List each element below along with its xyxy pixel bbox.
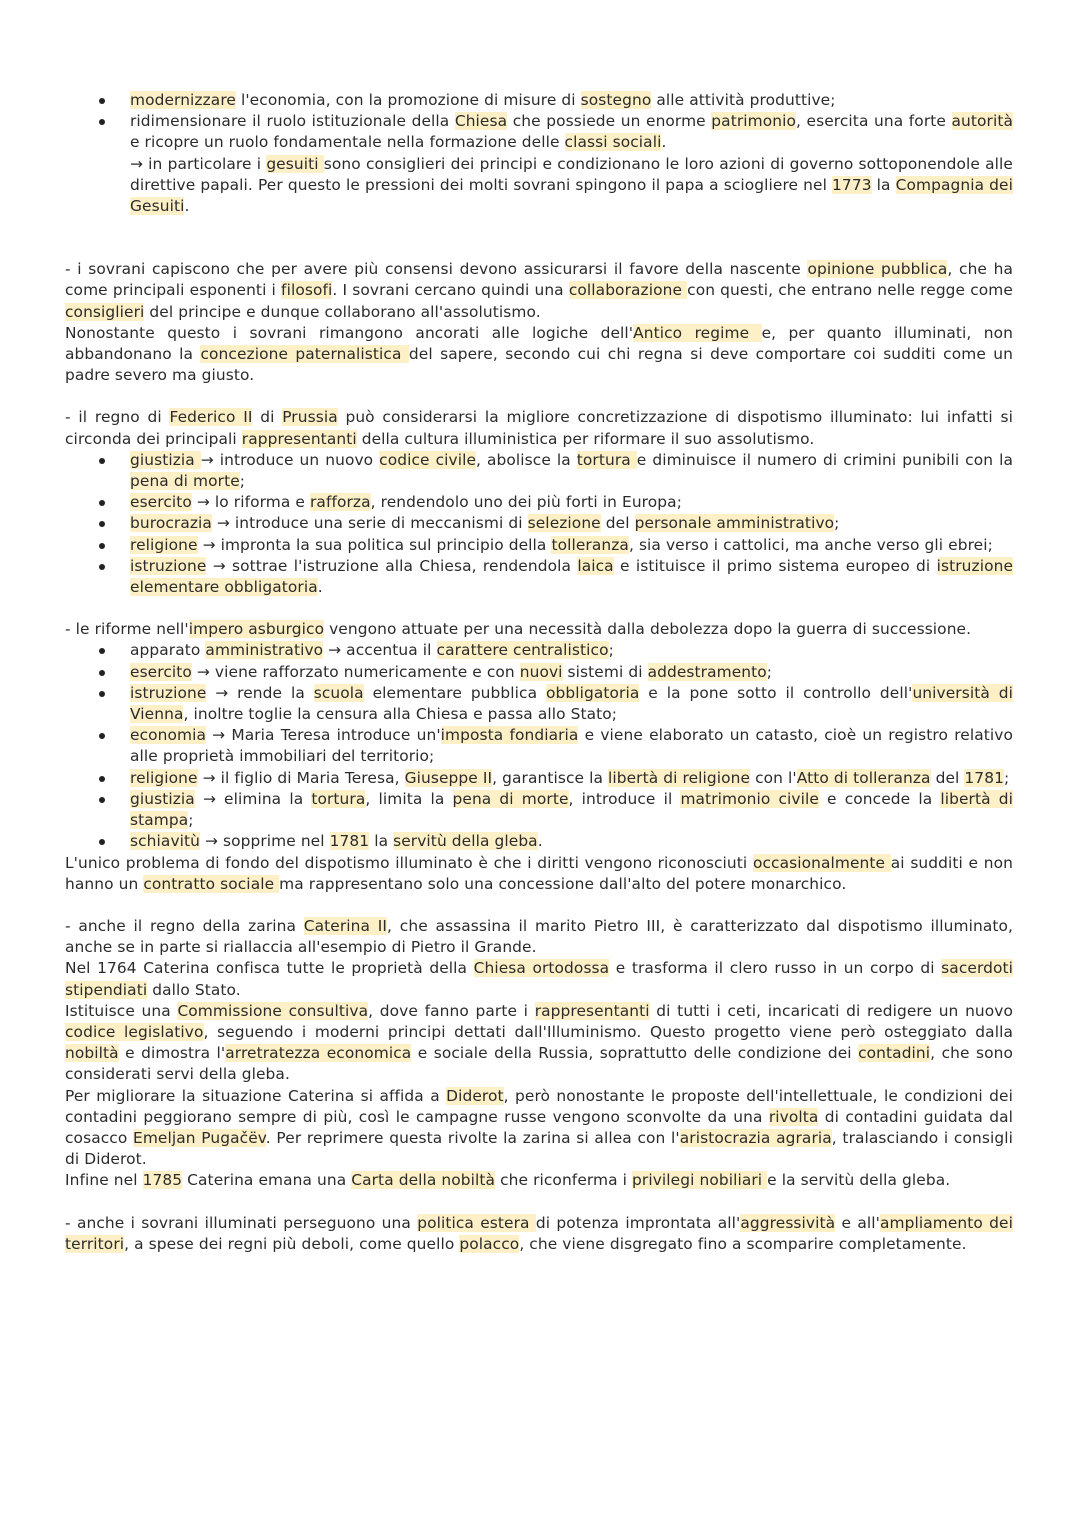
text: → introduce un nuovo (200, 450, 380, 469)
highlighted-text: istruzione (130, 556, 207, 575)
text: e, per quanto illuminati, non abbandonano la (65, 323, 1013, 364)
highlighted-text: 1785 (142, 1171, 183, 1190)
text: , che ha come principali esponenti i (65, 260, 1014, 300)
text: , abolisce la (476, 450, 577, 469)
highlighted-text: Giuseppe II (404, 768, 493, 787)
highlighted-text: tortura (576, 450, 637, 469)
text: . (537, 832, 543, 851)
highlighted-text: scuola (313, 683, 364, 702)
paragraph (65, 259, 1013, 323)
text: → accentua il (323, 641, 437, 660)
text: , limita la (365, 789, 453, 808)
section (65, 619, 1013, 895)
highlighted-text: rappresentanti (241, 429, 357, 448)
highlighted-text: tolleranza (551, 535, 629, 554)
section (65, 259, 1013, 386)
highlighted-text: istruzione elementare obbligatoria (130, 556, 1014, 597)
text: → introduce una serie di meccanismi di (211, 514, 528, 533)
text: del sapere, secondo cui chi regna si deve comportare coi sudditi come un padre severo ma giusto. (65, 345, 1013, 385)
text: della cultura illuministica per riformare il suo assolutismo. (356, 429, 815, 448)
highlighted-text: nobiltà (65, 1044, 119, 1063)
highlighted-text: personale amministrativo (634, 514, 835, 533)
bullet-item (65, 513, 1013, 534)
text: , tralasciando i consigli di Diderot. (65, 1128, 1013, 1169)
highlighted-text: aggressività (740, 1213, 836, 1232)
highlighted-text: classi sociali (564, 133, 662, 152)
highlighted-text: economia (130, 726, 207, 745)
text: → sopprime nel (200, 832, 330, 851)
text: e concede la (818, 789, 941, 808)
text: sistemi di (562, 662, 648, 681)
text: . (317, 578, 323, 597)
section (65, 1213, 1013, 1255)
highlighted-text: laica (577, 556, 614, 575)
highlighted-text: Antico regime (633, 323, 762, 342)
text: che possiede un enorme (507, 112, 712, 131)
highlighted-text: impero asburgico (188, 620, 325, 639)
highlighted-text: contratto sociale (143, 874, 280, 893)
highlighted-text: collaborazione (568, 281, 688, 300)
highlighted-text: privilegi nobiliari (632, 1171, 768, 1190)
section (65, 916, 1013, 1192)
highlighted-text: matrimonio civile (680, 789, 819, 808)
text: e la pone sotto il controllo dell' (639, 683, 913, 702)
highlighted-text: concezione paternalistica (200, 345, 409, 364)
text: ma rappresentano solo una concessione dall'alto del potere monarchico. (279, 874, 847, 893)
highlighted-text: carattere centralistico (436, 641, 609, 660)
text: Caterina emana una (182, 1171, 352, 1190)
paragraph (65, 323, 1013, 387)
highlighted-text: schiavitù (130, 832, 201, 851)
highlighted-text: obbligatoria (546, 683, 640, 702)
text: alle attività produttive; (651, 91, 836, 109)
highlighted-text: aristocrazia agraria (679, 1128, 832, 1147)
text: , introduce il (568, 789, 681, 808)
text: sono consiglieri dei principi e condizionano le loro azioni di governo sottoponendole alle direttive papali. Per questo le pressioni dei molti sovrani spingono il papa a sciogliere nel (130, 154, 1013, 194)
text: e dimostra l' (118, 1044, 226, 1063)
highlighted-text: Emeljan Pugačëv (133, 1128, 266, 1147)
highlighted-text: arretratezza economica (225, 1044, 412, 1063)
text: ; (834, 514, 840, 533)
text: → rende la (206, 683, 314, 702)
highlighted-text: tortura (311, 789, 366, 808)
text: → elimina la (194, 789, 312, 808)
highlighted-text: sostegno (580, 91, 652, 109)
highlighted-text: burocrazia (130, 514, 212, 533)
text: del (930, 768, 965, 787)
bullet-item (65, 662, 1013, 683)
highlighted-text: patrimonio (711, 112, 796, 131)
text: con l' (750, 768, 797, 787)
bullet-item (65, 535, 1013, 556)
text: → impronta la sua politica sul principio della (197, 535, 552, 554)
highlighted-text: contadini (858, 1044, 931, 1063)
highlighted-text: 1781 (329, 832, 370, 851)
highlighted-text: esercito (130, 493, 192, 512)
highlighted-text: gesuiti (266, 154, 324, 173)
section (65, 407, 1013, 598)
text: di tutti i ceti, incaricati di redigere un nuovo (649, 1001, 1014, 1020)
highlighted-text: amministrativo (205, 641, 324, 660)
paragraph (65, 407, 1013, 449)
highlighted-text: modernizzare (130, 91, 236, 109)
text: - le riforme nell' (65, 620, 189, 639)
text: e diminuisce il numero di crimini punibili con la (636, 450, 1013, 469)
text: , sia verso i cattolici, ma anche verso gli ebrei; (628, 535, 993, 554)
text: che riconferma i (495, 1171, 633, 1190)
text: ai sudditi e non hanno un (65, 853, 1013, 893)
text: . I sovrani cercano quindi una (332, 281, 569, 300)
highlighted-text: opinione pubblica (807, 260, 948, 279)
text: di contadini guidata dal cosacco (65, 1107, 1014, 1147)
highlighted-text: occasionalmente (752, 853, 891, 872)
text: e la servitù della gleba. (767, 1171, 951, 1190)
bullet-item (65, 640, 1013, 661)
text: Istituisce una (65, 1001, 178, 1020)
highlighted-text: Atto di tolleranza (796, 768, 931, 787)
text: , inoltre toglie la censura alla Chiesa e passa allo Stato; (183, 705, 618, 724)
highlighted-text: Federico II (169, 408, 253, 427)
text: e ricopre un ruolo fondamentale nella formazione delle (130, 133, 565, 152)
paragraph (65, 916, 1013, 958)
paragraph (65, 154, 1013, 218)
text: - il regno di (65, 408, 170, 427)
text: del (600, 514, 635, 533)
bullet-item (65, 831, 1013, 852)
text: può considerarsi la migliore concretizzazione di dispotismo illuminato: lui infatti si circonda dei principali (65, 408, 1013, 448)
highlighted-text: filosofi (281, 281, 333, 300)
highlighted-text: selezione (527, 514, 601, 533)
highlighted-text: giustizia (130, 450, 201, 469)
document-page (65, 90, 1013, 1255)
text: di (252, 408, 283, 427)
highlighted-text: libertà di stampa (130, 789, 1013, 830)
paragraph (65, 1086, 1013, 1171)
text: ; (239, 472, 246, 491)
highlighted-text: giustizia (130, 789, 195, 808)
highlighted-text: istruzione (130, 683, 207, 702)
highlighted-text: religione (130, 768, 198, 787)
text: la (369, 832, 394, 851)
highlighted-text: esercito (130, 662, 192, 681)
text: , rendendolo uno dei più forti in Europa; (370, 493, 682, 512)
text: - i sovrani capiscono che per avere più consensi devono assicurarsi il favore della nascente (65, 260, 808, 279)
text: , garantisce la (492, 768, 608, 787)
highlighted-text: 1781 (964, 768, 1004, 787)
text: → Maria Teresa introduce un' (206, 726, 441, 745)
text: la (871, 175, 896, 194)
text: ; (1003, 768, 1010, 787)
text: , che viene disgregato fino a scomparire completamente. (519, 1234, 967, 1253)
bullet-item (65, 683, 1013, 725)
paragraph (65, 853, 1013, 895)
highlighted-text: Diderot (446, 1086, 504, 1105)
highlighted-text: Carta della nobiltà (351, 1171, 496, 1190)
highlighted-text: sacerdoti stipendiati (65, 959, 1014, 999)
bullet-item (65, 768, 1013, 789)
text: → il figlio di Maria Teresa, (197, 768, 405, 787)
text: . Per reprimere questa rivolte la zarina si allea con l' (265, 1128, 680, 1147)
bullet-item (65, 492, 1013, 513)
text: di potenza improntata all' (535, 1213, 741, 1232)
text: , esercita una forte (796, 112, 952, 131)
text: , però nonostante le proposte dell'intellettuale, le condizioni dei contadini peggiorano sempre di più, così le campagne russe vengono sconvolte da una (65, 1086, 1014, 1126)
text: Nonostante questo i sovrani rimangono ancorati alle logiche dell' (65, 323, 634, 342)
text: e all' (835, 1213, 880, 1232)
highlighted-text: polacco (459, 1234, 520, 1253)
text: elementare pubblica (363, 683, 546, 702)
text: , che assassina il marito Pietro III, è caratterizzato dal dispotismo illuminato, anche se in parte si riallaccia all'esempio di Pietro il Grande. (65, 916, 1013, 957)
highlighted-text: codice civile (379, 450, 477, 469)
highlighted-text: nuovi (519, 662, 563, 681)
highlighted-text: Commissione consultiva (177, 1001, 369, 1020)
highlighted-text: servitù della gleba (393, 832, 538, 851)
bullet-item (65, 450, 1013, 492)
text: , a spese dei regni più deboli, come quello (124, 1234, 460, 1253)
text: → lo riforma e (191, 493, 310, 512)
text: vengono attuate per una necessità dalla debolezza dopo la guerra di successione. (324, 620, 972, 639)
text: . (184, 197, 190, 216)
text: e sociale della Russia, soprattutto delle condizione dei (411, 1044, 859, 1063)
text: ; (766, 662, 773, 681)
highlighted-text: Chiesa (454, 112, 508, 131)
text: , che sono considerati servi della gleba. (65, 1044, 1013, 1084)
highlighted-text: Caterina II (303, 916, 388, 935)
text: ridimensionare il ruolo istituzionale della (130, 112, 455, 131)
paragraph (65, 1170, 1013, 1191)
bullet-item (65, 111, 1013, 153)
text: apparato (130, 641, 206, 660)
bullet-item (65, 789, 1013, 831)
text: Infine nel (65, 1171, 143, 1190)
text: → sottrae l'istruzione alla Chiesa, rendendola (206, 556, 578, 575)
paragraph (65, 1001, 1013, 1086)
paragraph (65, 1213, 1013, 1255)
highlighted-text: imposta fondiaria (440, 726, 579, 745)
text: Nel 1764 Caterina confisca tutte le proprietà della (65, 959, 474, 978)
text: → in particolare i (130, 154, 267, 173)
highlighted-text: Compagnia dei Gesuiti (130, 175, 1013, 216)
bullet-item (65, 725, 1013, 767)
highlighted-text: rappresentanti (534, 1001, 650, 1020)
highlighted-text: addestramento (647, 662, 767, 681)
text: Per migliorare la situazione Caterina si affida a (65, 1086, 447, 1105)
text: l'economia, con la promozione di misure di (235, 91, 581, 109)
highlighted-text: Prussia (282, 408, 338, 427)
highlighted-text: rivolta (768, 1107, 819, 1126)
text: . (661, 133, 667, 152)
text: ; (608, 641, 614, 660)
highlighted-text: autorità (951, 112, 1014, 131)
text: - anche il regno della zarina (65, 916, 304, 935)
paragraph (65, 958, 1013, 1000)
bullet-item (65, 90, 1013, 111)
text: ; (188, 811, 194, 830)
highlighted-text: libertà di religione (607, 768, 751, 787)
highlighted-text: università di Vienna (130, 683, 1014, 724)
text: → viene rafforzato numericamente e con (191, 662, 520, 681)
highlighted-text: consiglieri (65, 302, 145, 321)
bullet-item (65, 556, 1013, 598)
highlighted-text: politica estera (417, 1213, 536, 1232)
highlighted-text: pena di morte (452, 789, 569, 808)
paragraph (65, 619, 1013, 640)
text: dallo Stato. (147, 980, 241, 999)
highlighted-text: rafforza (309, 493, 371, 512)
highlighted-text: Chiesa ortodossa (473, 959, 610, 978)
section (65, 90, 1013, 217)
text: del principe e dunque collaborano all'assolutismo. (144, 302, 541, 321)
text: - anche i sovrani illuminati perseguono una (65, 1213, 418, 1232)
text: e istituisce il primo sistema europeo di (613, 556, 937, 575)
text: , seguendo i moderni principi dettati dall'Illuminismo. Questo progetto viene però osteggiato dalla (203, 1022, 1013, 1041)
text: e trasforma il clero russo in un corpo di (609, 959, 942, 978)
highlighted-text: pena di morte (130, 472, 240, 491)
highlighted-text: 1773 (832, 175, 872, 194)
text: , dove fanno parte i (368, 1001, 535, 1020)
text: con questi, che entrano nelle regge come (687, 281, 1013, 300)
text: e viene elaborato un catasto, cioè un registro relativo alle proprietà immobiliari del territorio; (130, 726, 1013, 766)
highlighted-text: ampliamento dei territori (65, 1213, 1013, 1253)
text: L'unico problema di fondo del dispotismo illuminato è che i diritti vengono riconosciuti (65, 853, 753, 872)
highlighted-text: codice legislativo (65, 1022, 204, 1041)
highlighted-text: religione (130, 535, 198, 554)
